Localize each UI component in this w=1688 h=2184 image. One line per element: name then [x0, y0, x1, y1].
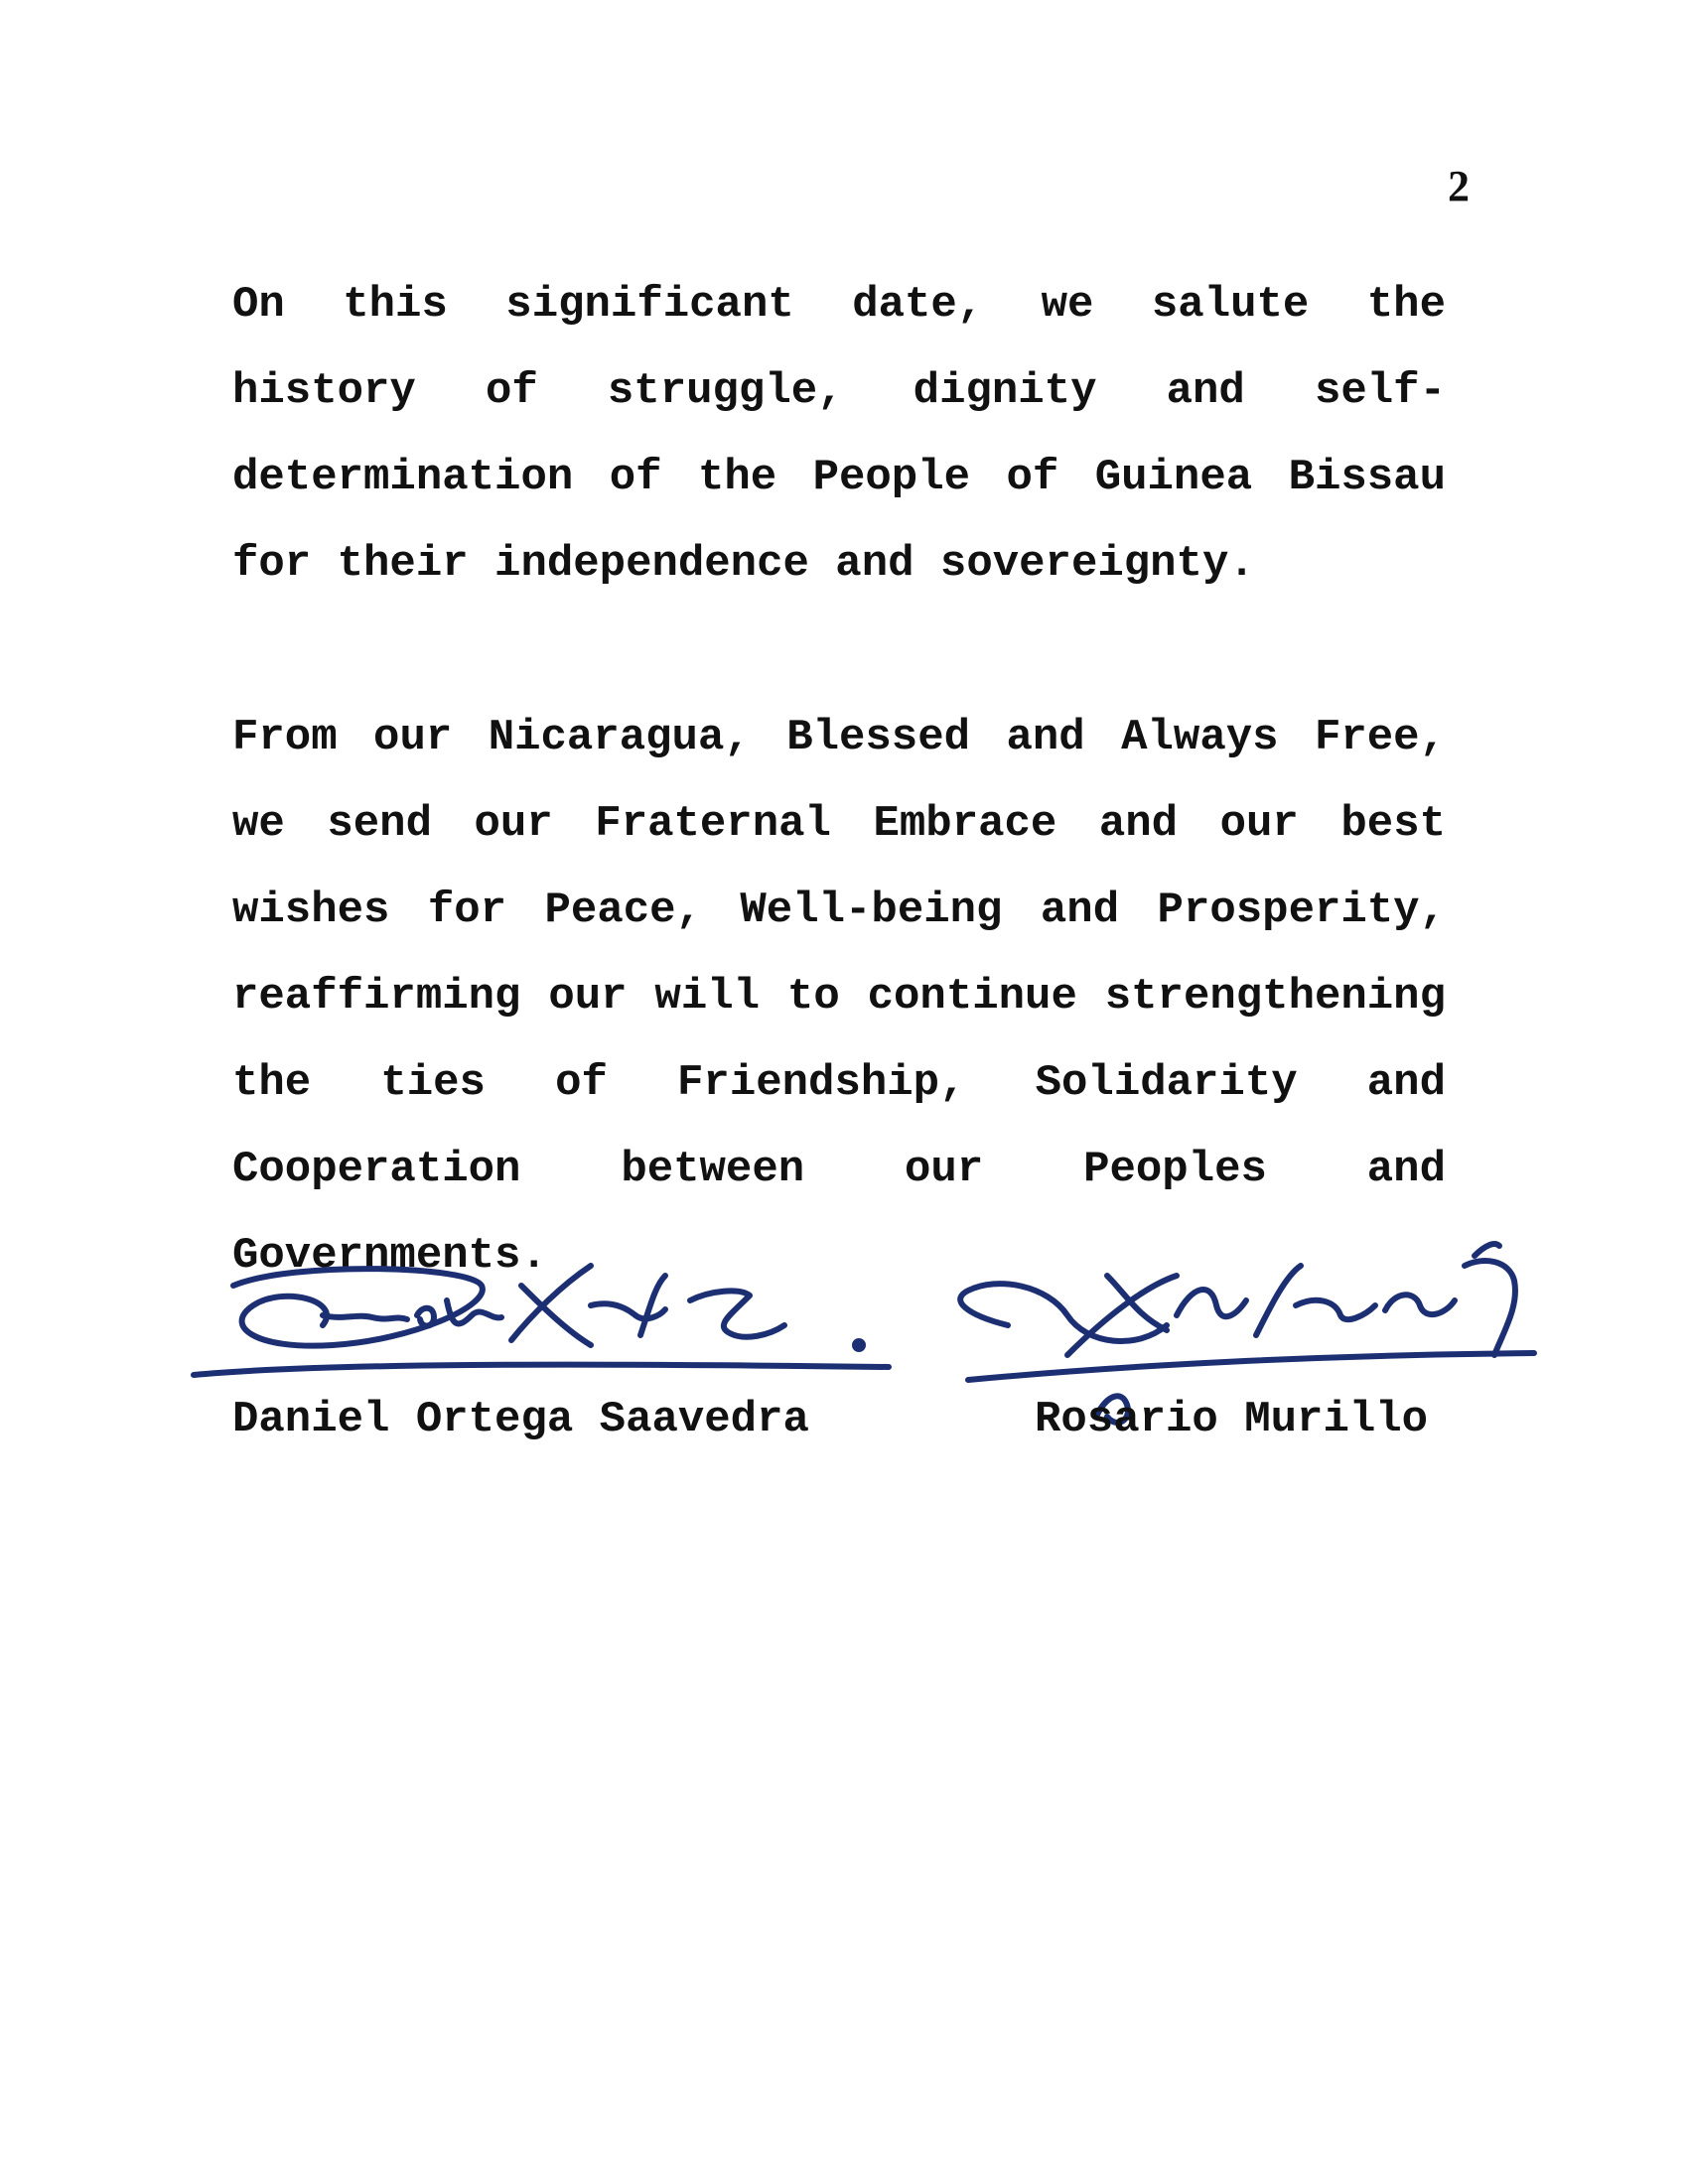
page-number: 2	[1448, 162, 1470, 210]
signer-name-rosario-murillo: Rosario Murillo	[1035, 1395, 1429, 1444]
signature-daniel-ortega	[174, 1246, 909, 1405]
letter-paragraph-2: From our Nicaragua, Blessed and Always Free, we send our Fraternal Embrace and our best wishes for Peace, Well-being and Prosperity, reaffirming our will to continue strengthening the ties of Friendship, Solidarity and Cooperation between our Peoples and Governments.	[232, 713, 1446, 1281]
signer-name-daniel-ortega: Daniel Ortega Saavedra	[232, 1395, 809, 1444]
letter-paragraph-1: On this significant date, we salute the history of struggle, dignity and self-determination of the People of Guinea Bissau for their independence and sovereignty.	[232, 280, 1446, 589]
